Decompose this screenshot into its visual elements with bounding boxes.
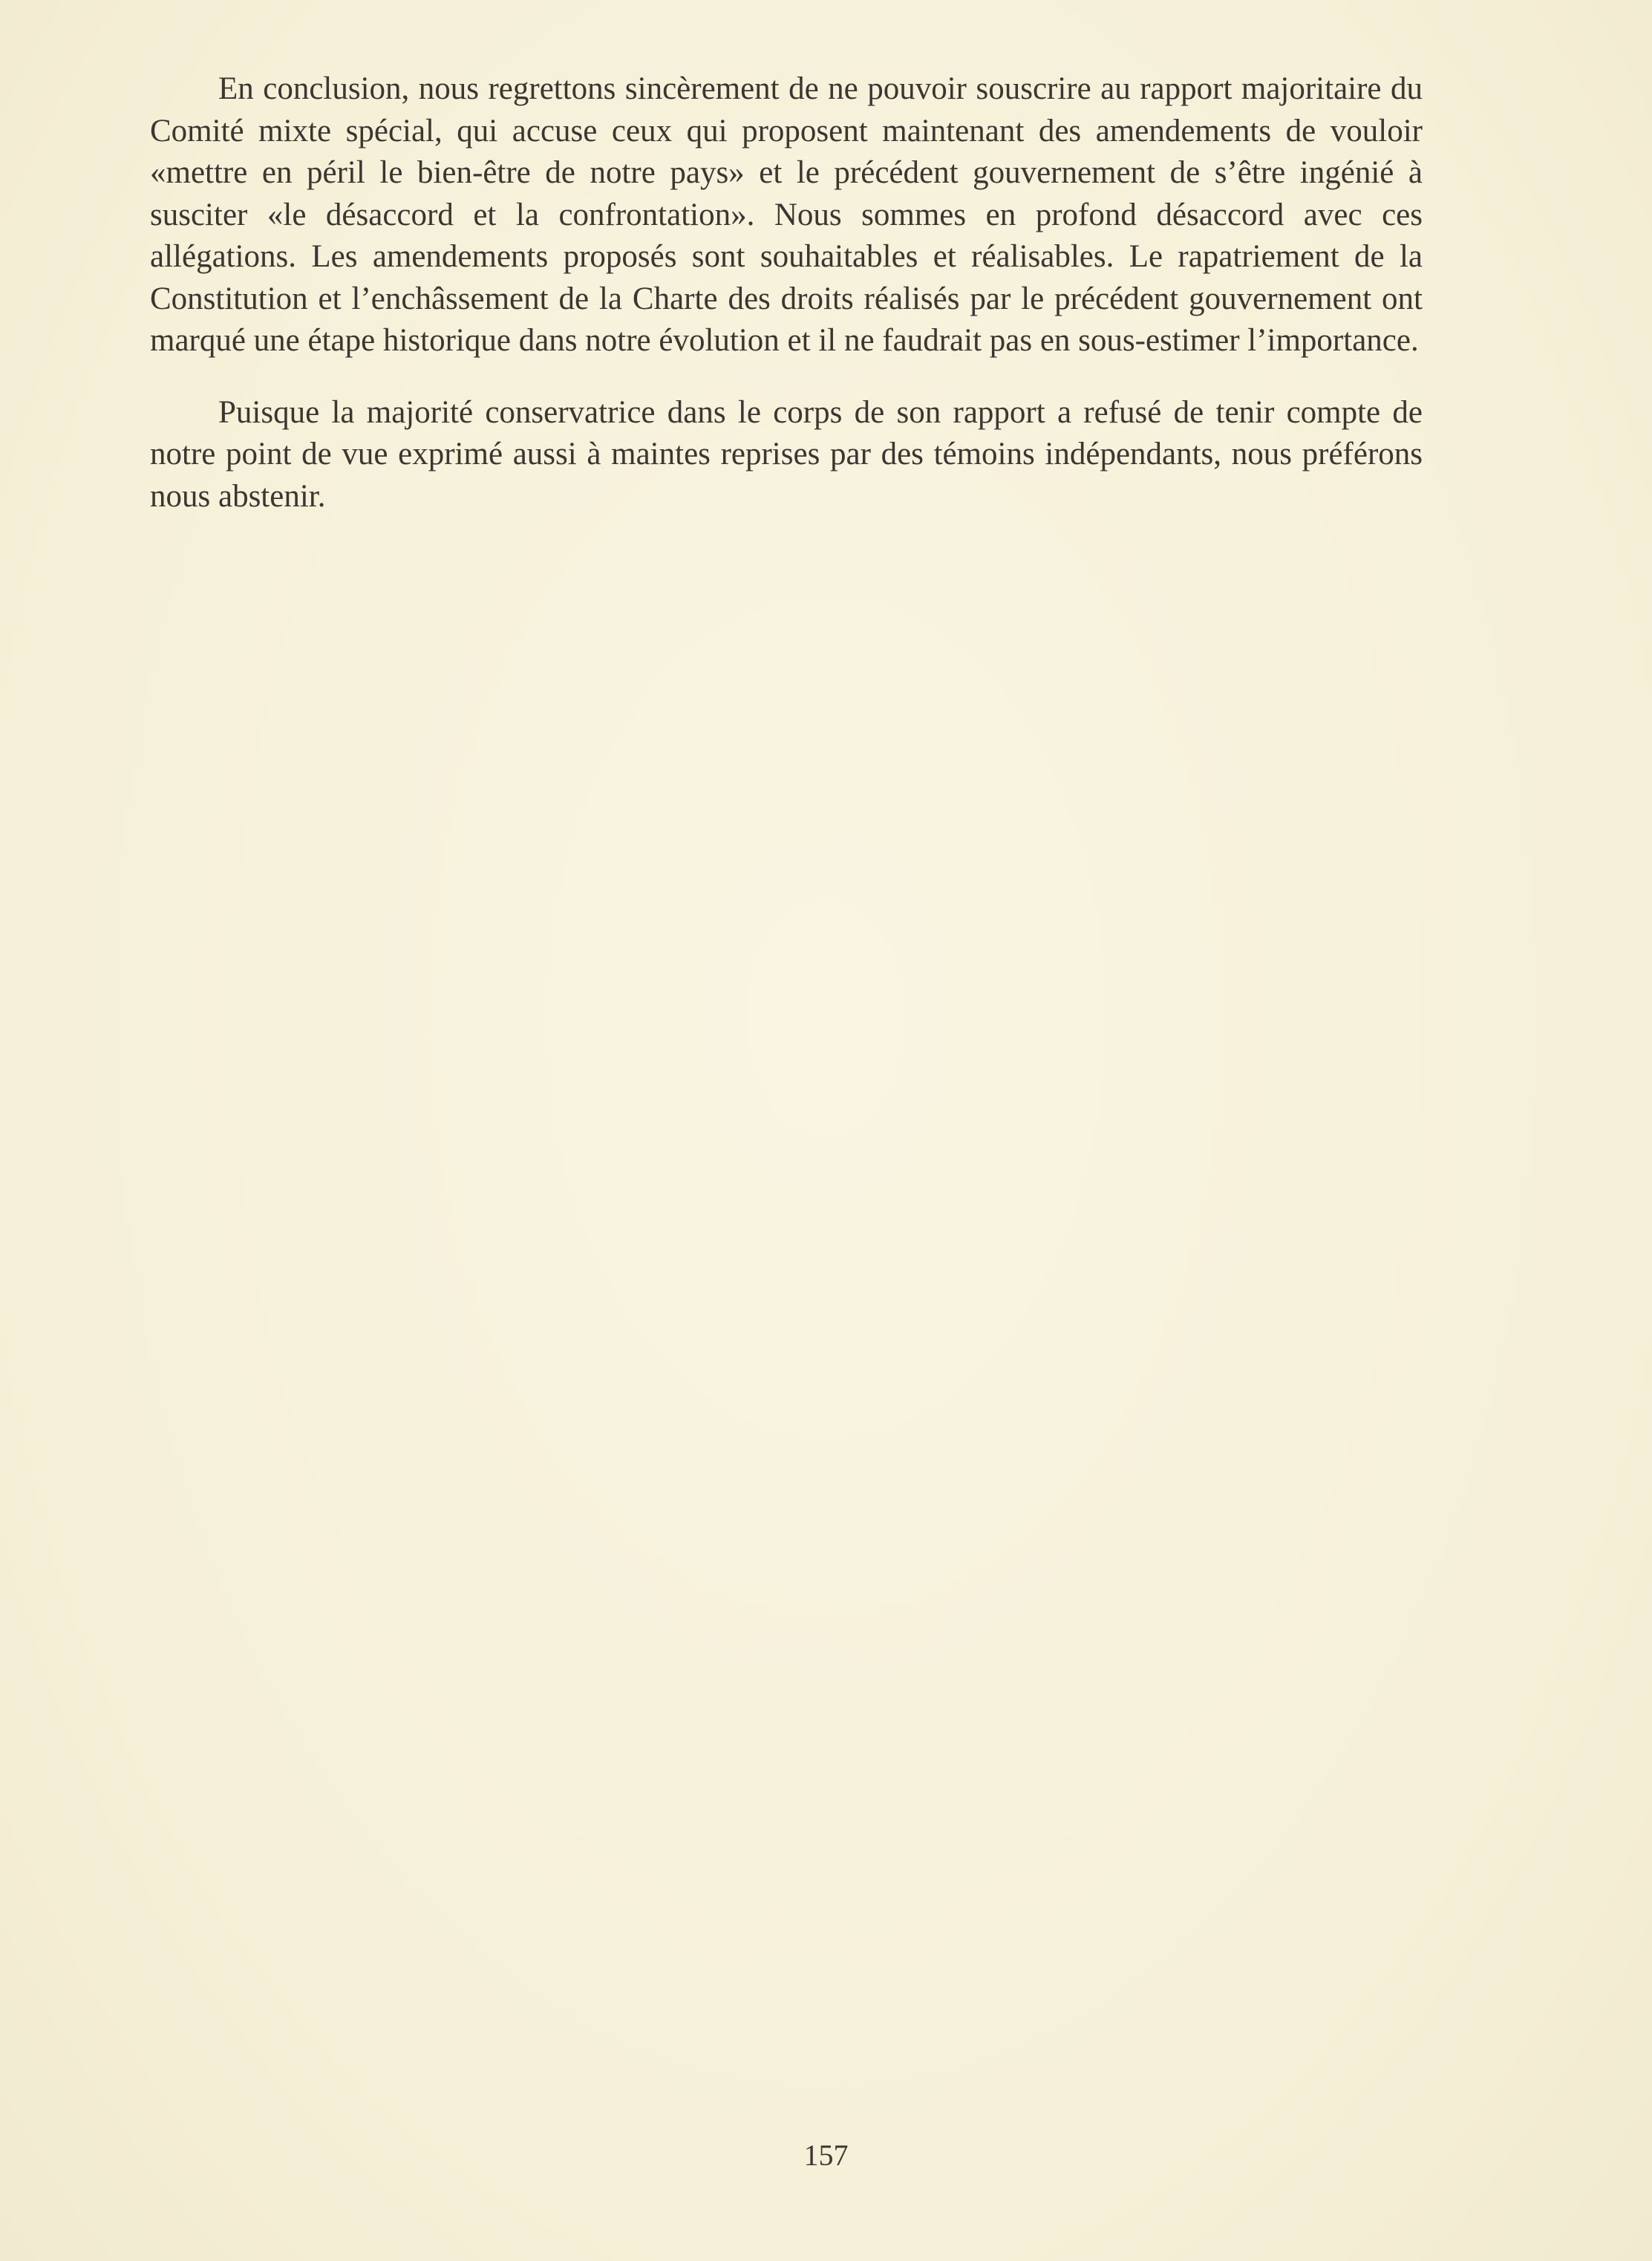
paragraph-conclusion: En conclusion, nous regrettons sincèrement de ne pouvoir souscrire au rapport majoritaire du Comité mixte spécial, qui accuse ceux qui proposent maintenant des amendements de vouloir «mettre en péril le bien-être de notre pays» et le précédent gouvernement de s’être ingénié à susciter «le désaccord et la confrontation». Nous sommes en profond désaccord avec ces allégations. Les amendements proposés sont souhaitables et réalisables. Le rapatriement de la Constitution et l’enchâssement de la Charte des droits réalisés par le précédent gouvernement ont marqué une étape historique dans notre évolution et il ne faudrait pas en sous-estimer l’importance.	[150, 71, 1423, 358]
body-text	[150, 68, 1423, 518]
paragraph-abstention: Puisque la majorité conservatrice dans le corps de son rapport a refusé de tenir compte de notre point de vue exprimé aussi à maintes reprises par des témoins indépendants, nous préférons nous abstenir.	[150, 394, 1423, 514]
page-number: 157	[803, 2138, 849, 2172]
